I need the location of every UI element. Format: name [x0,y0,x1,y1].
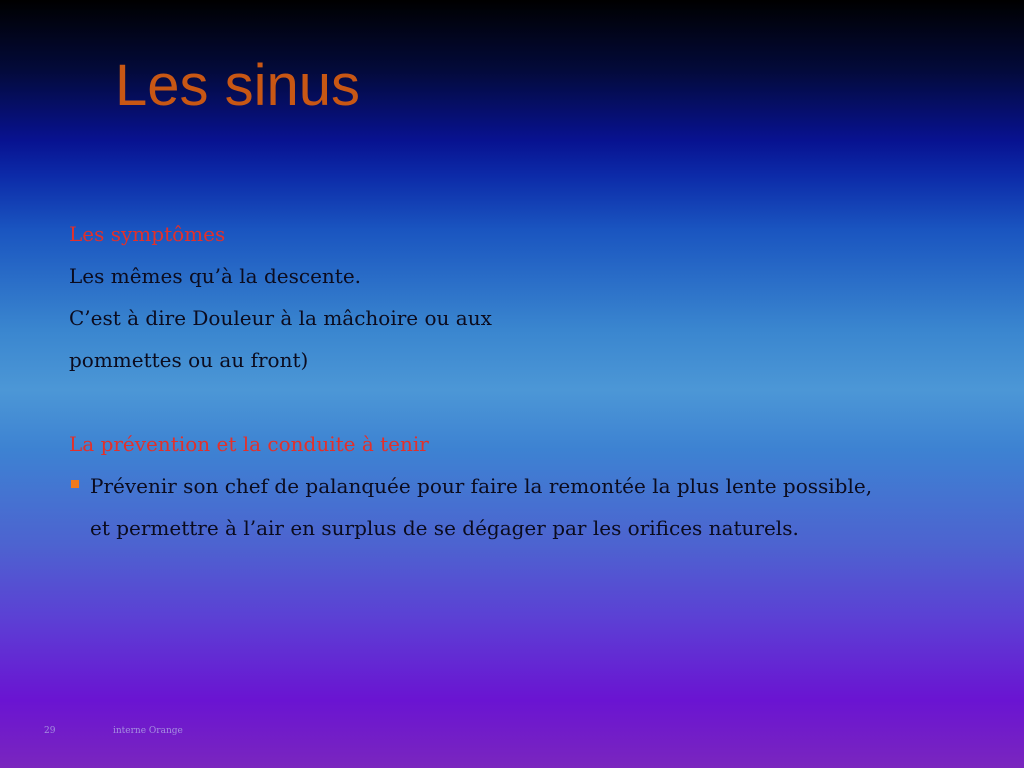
slide-body [69,213,949,549]
symptoms-line: pommettes ou au front) [69,348,309,372]
symptoms-line: Les mêmes qu’à la descente. [69,264,362,288]
section-spacer [69,381,949,423]
bullet-item [69,465,949,549]
footer-label: interne Orange [113,726,183,736]
slide-title: Les sinus [115,53,361,118]
symptoms-heading: Les symptômes [69,222,226,246]
square-bullet-icon [71,480,79,488]
prevention-heading: La prévention et la conduite à tenir [69,432,429,456]
bullet-text-line: et permettre à l’air en surplus de se dégager par les orifices naturels. [90,516,799,540]
bullet-text-line: Prévenir son chef de palanquée pour faire la remontée la plus lente possible, [90,474,873,498]
slide-number: 29 [44,726,56,736]
symptoms-line: C’est à dire Douleur à la mâchoire ou aux [69,306,492,330]
